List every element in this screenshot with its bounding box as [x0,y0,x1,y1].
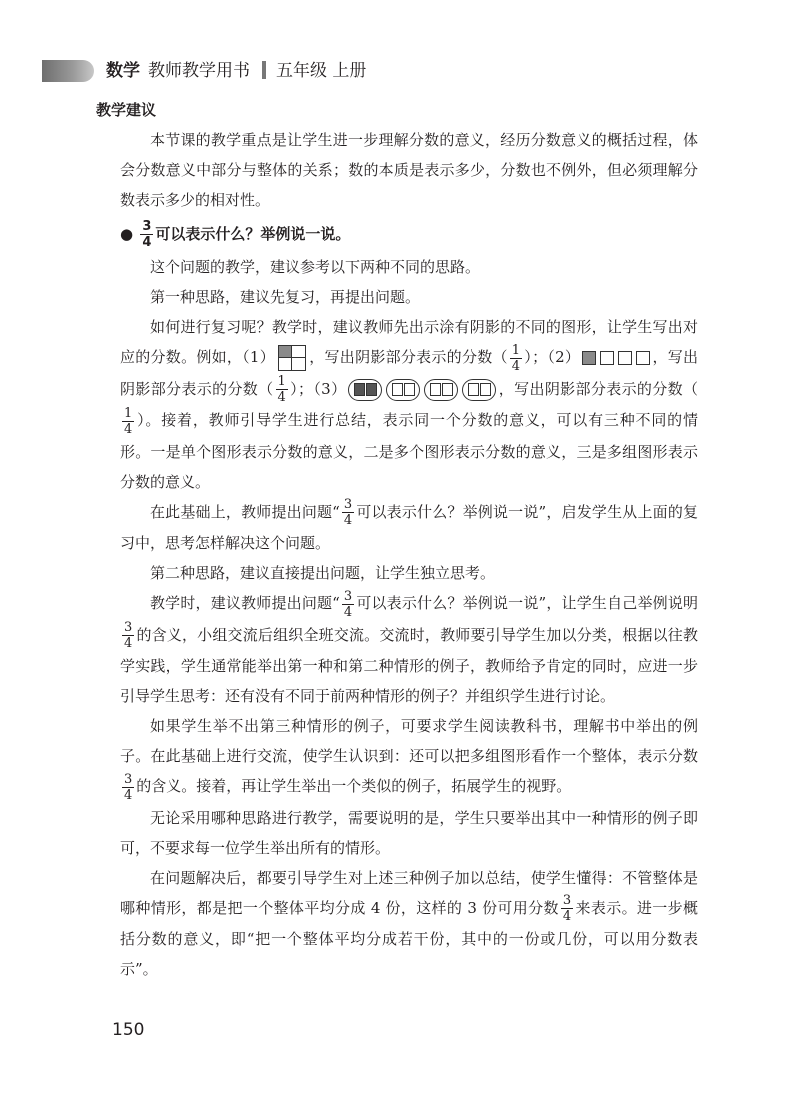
fraction: $\frac{3}{4}$ [124,620,133,651]
review-paragraph: 如何进行复习呢？教学时，建议教师先出示涂有阴影的不同的图形，让学生写出对应的分数。例如，（1） ，写出阴影部分表示的分数（ $\frac{1}{4}$ ）；（2） ，写出阴影部分表示的分数（ $\frac{1}{4}$ ）；（3） ，写出阴影部分表示的分数（ $\frac{1}{4}$ ）。接着，教师引导学生进行总结，表示同一个分数的意义，可以有三种不同的情形。一是单个图形表示分数的意义，二是多个图形表示分数的意义，三是多组图形表示分数的意义。 [120,318,698,491]
main-content [96,97,699,984]
paragraph: 无论采用哪种思路进行教学，需要说明的是，学生只要举出其中一种情形的例子即可，不要求每一位学生举出所有的情形。 [120,808,698,857]
intro-paragraph: 本节课的教学重点是让学生进一步理解分数的意义，经历分数意义的概括过程，体会分数意义中部分与整体的关系；数的本质是表示多少，分数也不例外，但必须理解分数表示多少的相对性。 [120,131,698,209]
paragraph: 这个问题的教学，建议参考以下两种不同的思路。 [150,258,481,276]
square-one-quarter-shaded-figure [278,345,306,371]
summary-paragraph: 在问题解决后，都要引导学生对上述三种例子加以总结，使学生懂得：不管整体是哪种情形，都是把一个整体平均分成 4 份，这样的 3 份可用分数 $\frac{3}{4}$ 来表示。进一步概括分数的意义，即“把一个整体平均分成若干份，其中的一份或几份，可以用分数表示”。 [120,868,698,978]
running-header [106,60,366,82]
fraction: $\frac{3}{4}$ [343,497,353,528]
bullet-dot-icon: ● [120,225,139,243]
paragraph: 第二种思路，建议直接提出问题，让学生独立思考。 [150,564,496,582]
paragraph: 在此基础上，教师提出问题“ $\frac{3}{4}$ 可以表示什么？举例说一说”，启发学生从上面的复习中，思考怎样解决这个问题。 [120,497,699,552]
fraction: $\frac{3}{4}$ [142,219,152,250]
fraction: $\frac{1}{4}$ [277,374,286,405]
paragraph: 第一种思路，建议先复习，再提出问题。 [150,288,421,306]
bullet-question [120,219,698,250]
header-separator [262,61,266,79]
header-tab-decoration [42,60,94,82]
header-grade: 五年级 上册 [276,61,367,81]
fraction: $\frac{1}{4}$ [124,405,133,437]
fraction: $\frac{1}{4}$ [511,342,521,374]
header-subject: 数学 [106,61,140,81]
bullet-text: 可以表示什么？举例说一说。 [155,225,351,243]
page-number: 150 [112,1020,145,1040]
paragraph: 如果学生举不出第三种情形的例子，可要求学生阅读教科书，理解书中举出的例子。在此基础上进行交流，使学生认识到：还可以把多组图形看作一个整体，表示分数 $\frac{3}{4}$ 的含义。接着，再让学生举出一个类似的例子，拓展学生的视野。 [120,717,698,803]
section-heading: 教学建议 [96,101,157,119]
fraction: $\frac{3}{4}$ [124,771,133,803]
paragraph: 教学时，建议教师提出问题“ $\frac{3}{4}$ 可以表示什么？举例说一说”，让学生自己举例说明 $\frac{3}{4}$ 的含义，小组交流后组织全班交流。交流时，教师要引导学生加以分类，根据以往教学实践，学生通常能举出第一种和第二种情形的例子，教师给予肯定的同时，应进一步引导学生思考：还有没有不同于前两种情形的例子？并组织学生进行讨论。 [120,588,699,705]
four-groups-one-shaded-figure [346,380,498,398]
fraction: $\frac{3}{4}$ [562,893,572,924]
four-squares-one-shaded-figure [580,348,652,366]
header-book: 教师教学用书 [148,61,250,81]
fraction: $\frac{3}{4}$ [343,588,353,620]
